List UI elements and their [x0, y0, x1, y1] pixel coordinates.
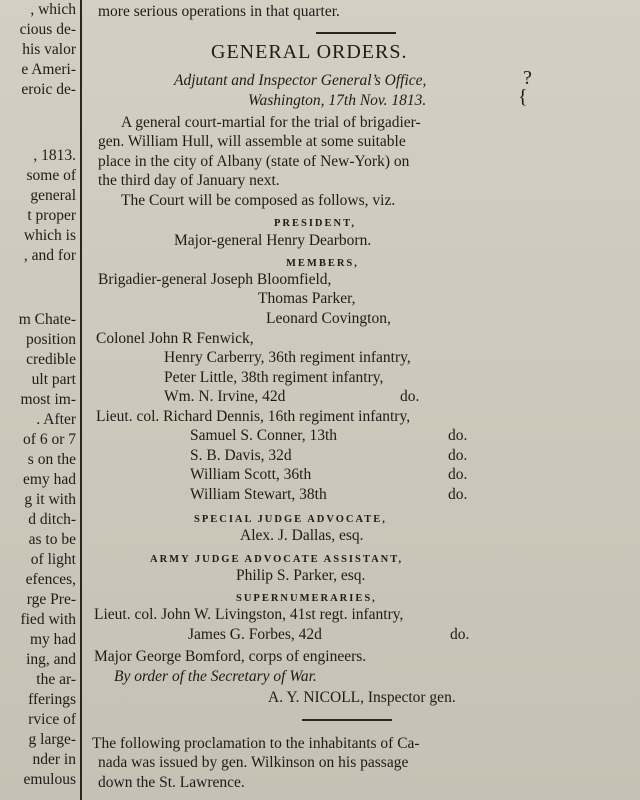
left-column-line: fferings [28, 691, 76, 708]
member-line: S. B. Davis, 32d [190, 447, 292, 464]
ditto-mark: do. [400, 388, 420, 405]
member-line: Henry Carberry, 36th regiment infantry, [164, 349, 411, 366]
members-label: MEMBERS, [286, 258, 359, 269]
left-column-line: most im- [20, 391, 76, 408]
bottom-line: down the St. Lawrence. [98, 774, 245, 791]
assistant-name: Philip S. Parker, esq. [236, 567, 366, 584]
by-order-line: By order of the Secretary of War. [114, 668, 317, 685]
body-line: the third day of January next. [98, 172, 280, 189]
assistant-label: ARMY JUDGE ADVOCATE ASSISTANT, [150, 554, 404, 565]
left-column-line: which is [23, 227, 76, 244]
member-line: Samuel S. Conner, 13th [190, 427, 338, 444]
member-line: Brigadier-general Joseph Bloomfield, [98, 271, 332, 288]
president-name: Major-general Henry Dearborn. [174, 232, 372, 249]
bottom-line: The following proclamation to the inhabitants of Ca- [92, 735, 420, 752]
left-column-line: emulous [23, 771, 76, 788]
separator-rule-top [316, 32, 396, 34]
body-line: gen. William Hull, will assemble at some suitable [98, 133, 406, 150]
brace-top: ? [523, 67, 532, 89]
brace-bottom: { [518, 86, 528, 108]
main-column [88, 0, 640, 800]
left-column-line: nder in [32, 751, 76, 768]
left-column-line: t proper [27, 207, 76, 224]
left-column-line: s on the [27, 451, 76, 468]
separator-rule-bottom [302, 719, 392, 721]
left-column-line: fied with [20, 611, 76, 628]
left-column-line: rvice of [28, 711, 76, 728]
body-line: place in the city of Albany (state of New-York) on [98, 153, 410, 170]
left-column-line: , which [30, 1, 76, 18]
supernumerary-line: Lieut. col. John W. Livingston, 41st regt. infantry, [94, 606, 404, 623]
left-column-line: efences, [25, 571, 76, 588]
office-line-2: Washington, 17th Nov. 1813. [248, 92, 427, 109]
left-column-line: credible [26, 351, 76, 368]
ditto-mark: do. [450, 626, 470, 643]
member-line: Leonard Covington, [266, 310, 391, 327]
member-line: William Stewart, 38th [190, 486, 327, 503]
left-column-line: e Ameri- [21, 61, 76, 78]
ditto-mark: do. [448, 447, 468, 464]
ditto-mark: do. [448, 427, 468, 444]
body-line: A general court-martial for the trial of brigadier- [121, 114, 421, 131]
special-judge-label: SPECIAL JUDGE ADVOCATE, [194, 514, 387, 525]
left-column-line: my had [29, 631, 76, 648]
member-line: Lieut. col. Richard Dennis, 16th regiment infantry, [96, 408, 411, 425]
office-line-1: Adjutant and Inspector General’s Office, [174, 72, 427, 89]
supernumeraries-label: SUPERNUMERARIES, [236, 593, 377, 604]
supernumerary-line: James G. Forbes, 42d [188, 626, 322, 643]
member-line: Colonel John R Fenwick, [96, 330, 254, 347]
left-column-line: g it with [24, 491, 76, 508]
left-column-line: , and for [23, 247, 76, 264]
left-column-line: g large- [28, 731, 76, 748]
member-line: Wm. N. Irvine, 42d [164, 388, 286, 405]
special-judge-name: Alex. J. Dallas, esq. [240, 527, 364, 544]
ditto-mark: do. [448, 466, 468, 483]
left-column-line: m Chate- [18, 311, 76, 328]
left-column-line: the ar- [36, 671, 76, 688]
top-line: more serious operations in that quarter. [98, 3, 340, 20]
left-column-line: his valor [22, 41, 76, 58]
left-column-line: cious de- [19, 21, 76, 38]
left-column-line: of light [30, 551, 76, 568]
left-column-line: eroic de- [21, 81, 76, 98]
left-column-line: , 1813. [33, 147, 76, 164]
left-column-line: ing, and [26, 651, 76, 668]
member-line: Thomas Parker, [258, 290, 356, 307]
left-column-line: general [30, 187, 76, 204]
bottom-line: nada was issued by gen. Wilkinson on his passage [98, 754, 409, 771]
signature-line: A. Y. NICOLL, Inspector gen. [268, 689, 456, 706]
member-line: Peter Little, 38th regiment infantry, [164, 369, 384, 386]
general-orders-heading: GENERAL ORDERS. [211, 41, 408, 63]
member-line: William Scott, 36th [190, 466, 312, 483]
left-column-line: emy had [23, 471, 76, 488]
body-line: The Court will be composed as follows, viz. [121, 192, 396, 209]
ditto-mark: do. [448, 486, 468, 503]
left-column-line: position [26, 331, 76, 348]
left-column-line: some of [26, 167, 76, 184]
left-column-line: . After [36, 411, 76, 428]
left-column [0, 0, 80, 800]
president-label: PRESIDENT, [274, 218, 356, 229]
left-column-line: rge Pre- [26, 591, 76, 608]
left-column-line: of 6 or 7 [23, 431, 76, 448]
left-column-line: d ditch- [28, 511, 76, 528]
column-rule [80, 0, 82, 800]
left-column-line: ult part [31, 371, 76, 388]
supernumerary-line: Major George Bomford, corps of engineers. [94, 648, 367, 665]
left-column-line: as to be [28, 531, 76, 548]
